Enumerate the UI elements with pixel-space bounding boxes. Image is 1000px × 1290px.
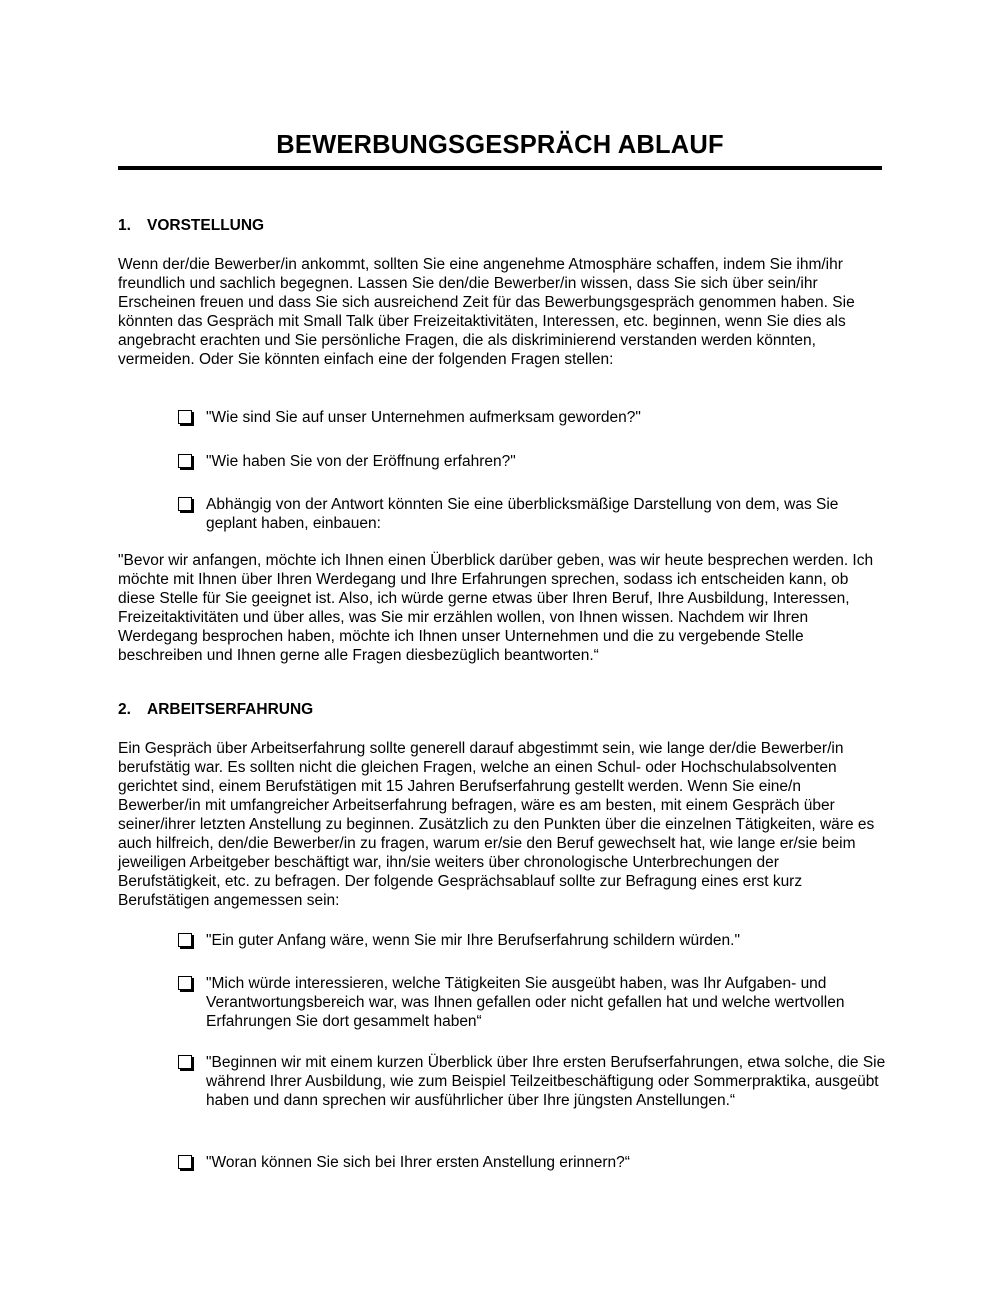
checkbox-icon <box>178 976 192 990</box>
checklist-item <box>178 974 888 1031</box>
checklist-item <box>178 931 888 950</box>
checklist-item-text: "Ein guter Anfang wäre, wenn Sie mir Ihre Berufserfahrung schildern würden." <box>206 932 740 949</box>
document-title: BEWERBUNGSGESPRÄCH ABLAUF <box>276 131 724 159</box>
checklist-item <box>178 1153 888 1172</box>
checklist-item-text: "Wie haben Sie von der Eröffnung erfahren?" <box>206 453 516 470</box>
checkbox-icon <box>178 497 192 511</box>
checklist-item-text: "Woran können Sie sich bei Ihrer ersten Anstellung erinnern?“ <box>206 1154 630 1171</box>
checklist-item-text: "Beginnen wir mit einem kurzen Überblick über Ihre ersten Berufserfahrungen, etwa solche, die Sie während Ihrer Ausbildung, wie zum Beispiel Teilzeitbeschäftigung oder Sommerpraktika, ausgeübt haben und dann sprechen wir ausführlicher über Ihre jüngsten Anstellungen.“ <box>206 1054 886 1109</box>
checkbox-icon <box>178 1055 192 1069</box>
checkbox-icon <box>178 1155 192 1169</box>
section-intro-paragraph: Ein Gespräch über Arbeitserfahrung sollte generell darauf abgestimmt sein, wie lange der/die Bewerber/in berufstätig war. Es sollten nicht die gleichen Fragen, welche an einen Schul- oder Hochschulabsolventen gerichtet sind, einem Berufstätigen mit 15 Jahren Berufserfahrung gestellt werden. Wenn Sie eine/n Bewerber/in mit umfangreicher Arbeitserfahrung befragen, wäre es am besten, mit einem Gespräch über seiner/ihrer letzten Anstellung zu beginnen. Zusätzlich zu den Punkten über die einzelnen Tätigkeiten, wäre es auch hilfreich, den/die Bewerber/in zu fragen, warum er/sie den Beruf gewechselt hat, wie lange er/sie beim jeweiligen Arbeitgeber beschäftigt war, ihn/sie weiters über chronologische Unterbrechungen der Berufstätigkeit, etc. zu befragen. Der folgende Gesprächsablauf sollte zur Befragung eines erst kurz Berufstätigen angemessen sein: <box>118 740 875 909</box>
section-quote-paragraph: "Bevor wir anfangen, möchte ich Ihnen einen Überblick darüber geben, was wir heute besprechen werden. Ich möchte mit Ihnen über Ihren Werdegang und Ihre Erfahrungen sprechen, sodass ich entscheiden kann, ob diese Stelle für Sie geeignet ist. Also, ich würde gerne etwas über Ihren Beruf, Ihre Ausbildung, Interessen, Freizeitaktivitäten und über alles, was Sie mir erzählen wollen, von Ihnen wissen. Nachdem wir Ihren Werdegang besprochen haben, möchte ich Ihnen unser Unternehmen und die zu vergebende Stelle beschreiben und Ihnen gerne alle Fragen diesbezüglich beantworten.“ <box>118 552 874 664</box>
checkbox-icon <box>178 410 192 424</box>
title-divider <box>118 166 882 170</box>
section-heading-vorstellung <box>118 216 264 236</box>
section-number: 1. <box>118 217 131 234</box>
checkbox-icon <box>178 454 192 468</box>
checklist-item <box>178 452 888 471</box>
section-title: ARBEITSERFAHRUNG <box>147 701 314 718</box>
section-intro-paragraph: Wenn der/die Bewerber/in ankommt, sollten Sie eine angenehme Atmosphäre schaffen, indem Sie ihm/ihr freundlich und sachlich begegnen. Lassen Sie den/die Bewerber/in wissen, dass Sie sich über sein/ihr Erscheinen freuen und dass Sie sich ausreichend Zeit für das Bewerbungsgespräch genommen haben. Sie könnten das Gespräch mit Small Talk über Freizeitaktivitäten, Interessen, etc. beginnen, wenn Sie dies als angebracht erachten und Sie persönliche Fragen, die als diskriminierend verstanden werden könnten, vermeiden. Oder Sie könnten einfach eine der folgenden Fragen stellen: <box>118 256 855 368</box>
checkbox-icon <box>178 933 192 947</box>
checklist-item <box>178 408 888 427</box>
section-heading-arbeitserfahrung <box>118 700 313 720</box>
checklist-item <box>178 495 888 533</box>
section-number: 2. <box>118 701 131 718</box>
checklist-item-text: "Mich würde interessieren, welche Tätigkeiten Sie ausgeübt haben, was Ihr Aufgaben- und Verantwortungsbereich war, was Ihnen gefallen oder nicht gefallen hat und welche wertvollen Erfahrungen Sie dort gesammelt haben“ <box>206 975 845 1030</box>
checklist-item-text: "Wie sind Sie auf unser Unternehmen aufmerksam geworden?" <box>206 409 641 426</box>
checklist-item-text: Abhängig von der Antwort könnten Sie eine überblicksmäßige Darstellung von dem, was Sie geplant haben, einbauen: <box>206 496 839 532</box>
checklist-item <box>178 1053 888 1110</box>
section-title: VORSTELLUNG <box>147 217 265 234</box>
